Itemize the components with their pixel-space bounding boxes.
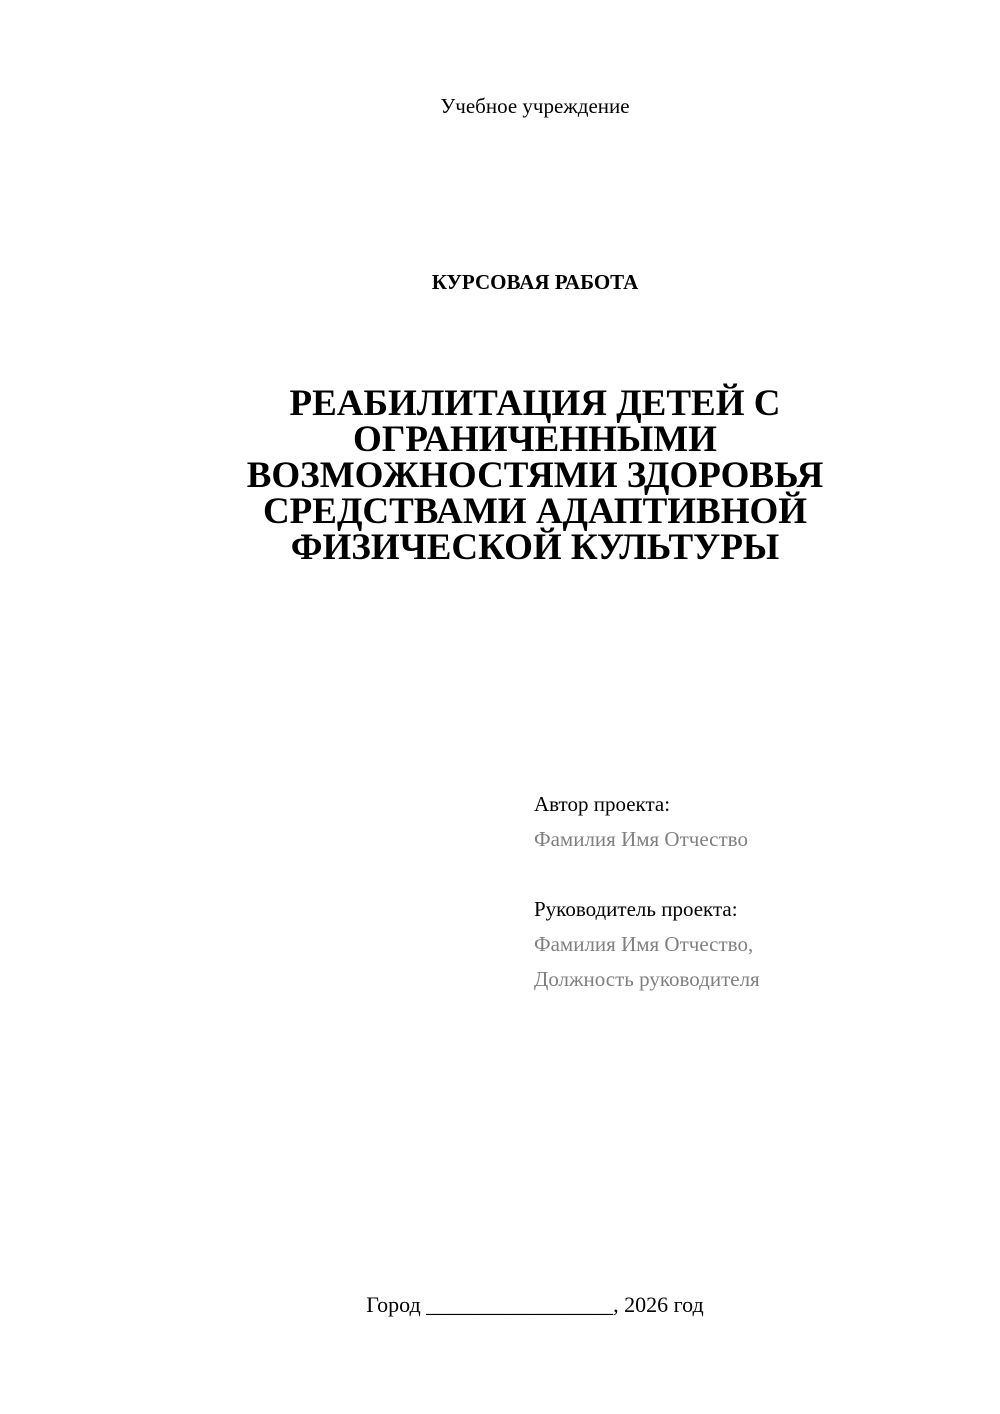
- credits-block: [534, 787, 974, 997]
- title-line: РЕАБИЛИТАЦИЯ ДЕТЕЙ С: [289, 383, 781, 424]
- work-type-heading: КУРСОВАЯ РАБОТА: [431, 270, 639, 294]
- institution-name: Учебное учреждение: [440, 94, 630, 118]
- title-line: ОГРАНИЧЕННЫМИ: [353, 419, 717, 460]
- title-line: ВОЗМОЖНОСТЯМИ ЗДОРОВЬЯ: [246, 455, 824, 496]
- supervisor-label: Руководитель проекта:: [534, 897, 738, 921]
- supervisor-position: Должность руководителя: [534, 967, 760, 991]
- city-year-footer: Город _________________, 2026 год: [366, 1292, 704, 1317]
- author-name: Фамилия Имя Отчество: [534, 827, 748, 851]
- author-label: Автор проекта:: [534, 792, 671, 816]
- supervisor-name: Фамилия Имя Отчество,: [534, 932, 754, 956]
- title-line: СРЕДСТВАМИ АДАПТИВНОЙ: [262, 491, 808, 532]
- document-title: [200, 383, 870, 568]
- title-line: ФИЗИЧЕСКОЙ КУЛЬТУРЫ: [290, 527, 780, 568]
- spacer: [534, 857, 974, 892]
